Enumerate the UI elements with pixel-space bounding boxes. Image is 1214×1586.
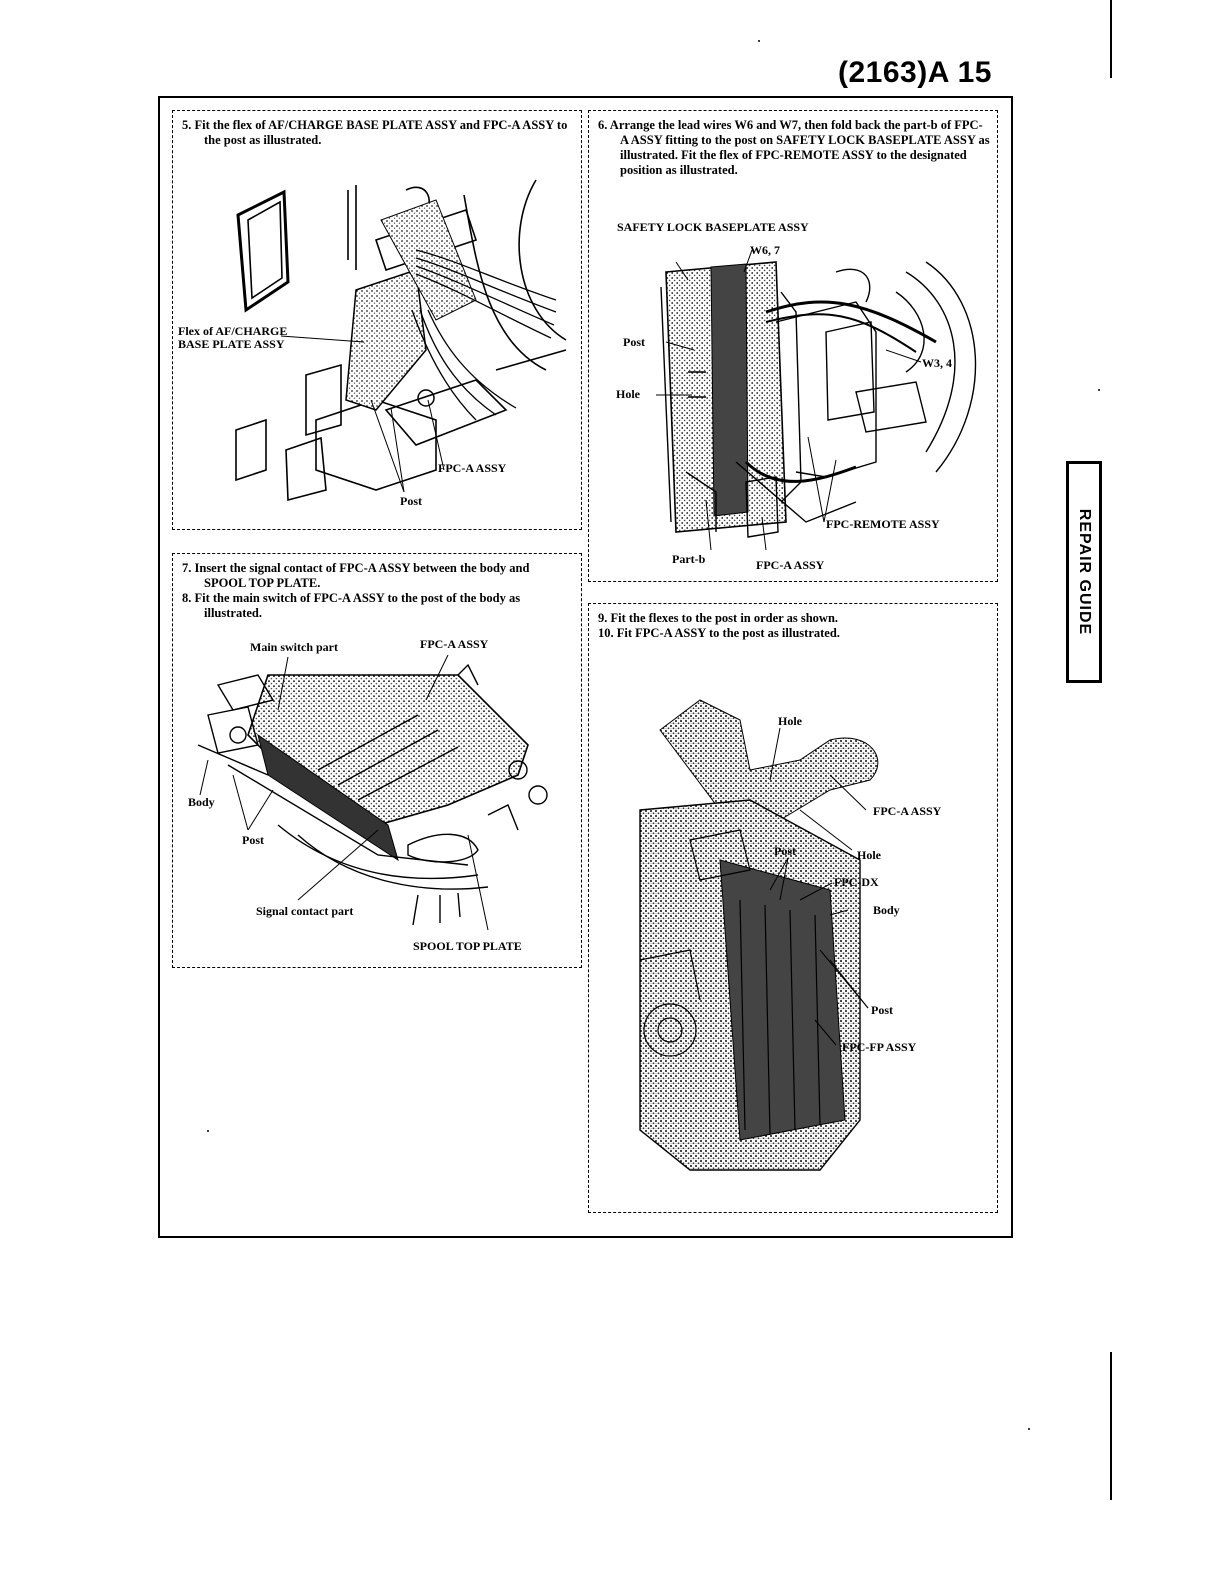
label-fpc-remote-assy: FPC-REMOTE ASSY	[826, 517, 940, 531]
step-6-illustration	[596, 232, 994, 552]
label-post-lower: Post	[871, 1003, 893, 1017]
label-fpc-dx: FPC-DX	[834, 875, 879, 889]
label-part-b: Part-b	[672, 552, 706, 566]
page-number: (2163)A 15	[838, 56, 992, 89]
label-fpc-fp-assy: FPC-FP ASSY	[842, 1040, 917, 1054]
step-7-instruction: 7. Insert the signal contact of FPC-A ASSY between the body and SPOOL TOP PLATE.	[182, 561, 530, 590]
step-5-text	[182, 118, 574, 148]
label-safety-lock-baseplate: SAFETY LOCK BASEPLATE ASSY	[617, 220, 809, 234]
label-fpc-a-assy: FPC-A ASSY	[873, 804, 942, 818]
speck	[1028, 1428, 1030, 1430]
binder-edge-top	[1110, 0, 1112, 78]
label-hole-top: Hole	[778, 714, 802, 728]
label-flex-af-charge: Flex of AF/CHARGE	[178, 324, 288, 338]
label-w3-4: W3, 4	[922, 356, 952, 370]
label-signal-contact-part: Signal contact part	[256, 904, 354, 918]
label-post: Post	[400, 494, 422, 508]
step-9-10-text	[598, 611, 990, 641]
label-body: Body	[873, 903, 900, 917]
repair-guide-tab	[1066, 461, 1102, 683]
speck	[1098, 389, 1100, 391]
speck	[758, 40, 760, 42]
step-7-8-illustration	[178, 655, 576, 945]
step-8-instruction: 8. Fit the main switch of FPC-A ASSY to the post of the body as illustrated.	[182, 591, 521, 620]
repair-guide-label: REPAIR GUIDE	[1076, 508, 1093, 636]
label-fpc-a-assy: FPC-A ASSY	[420, 637, 489, 651]
label-post: Post	[623, 335, 645, 349]
step-6-text	[598, 118, 990, 178]
label-spool-top-plate: SPOOL TOP PLATE	[413, 939, 522, 953]
step-10-instruction: 10. Fit FPC-A ASSY to the post as illustrated.	[598, 626, 840, 640]
label-w6-7: W6, 7	[750, 243, 780, 257]
step-9-10-illustration	[630, 700, 950, 1180]
binder-edge-bottom	[1110, 1352, 1112, 1500]
label-hole: Hole	[616, 387, 640, 401]
step-5-instruction: 5. Fit the flex of AF/CHARGE BASE PLATE ASSY and FPC-A ASSY to the post as illustrated.	[182, 118, 568, 147]
step-6-instruction: 6. Arrange the lead wires W6 and W7, then fold back the part-b of FPC-A ASSY fitting to the post on SAFETY LOCK BASEPLATE ASSY as illustrated. Fit the flex of FPC-REMOTE ASSY to the designated position as illustrated.	[598, 118, 990, 177]
step-9-instruction: 9. Fit the flexes to the post in order as shown.	[598, 611, 839, 625]
label-body: Body	[188, 795, 215, 809]
label-post: Post	[242, 833, 264, 847]
label-fpc-a-assy: FPC-A ASSY	[756, 558, 825, 572]
label-base-plate-assy: BASE PLATE ASSY	[178, 337, 285, 351]
label-fpc-a-assy: FPC-A ASSY	[438, 461, 507, 475]
label-post-upper: Post	[774, 844, 796, 858]
label-hole-lower: Hole	[857, 848, 881, 862]
label-main-switch-part: Main switch part	[250, 640, 338, 654]
step-7-8-text	[182, 561, 574, 621]
